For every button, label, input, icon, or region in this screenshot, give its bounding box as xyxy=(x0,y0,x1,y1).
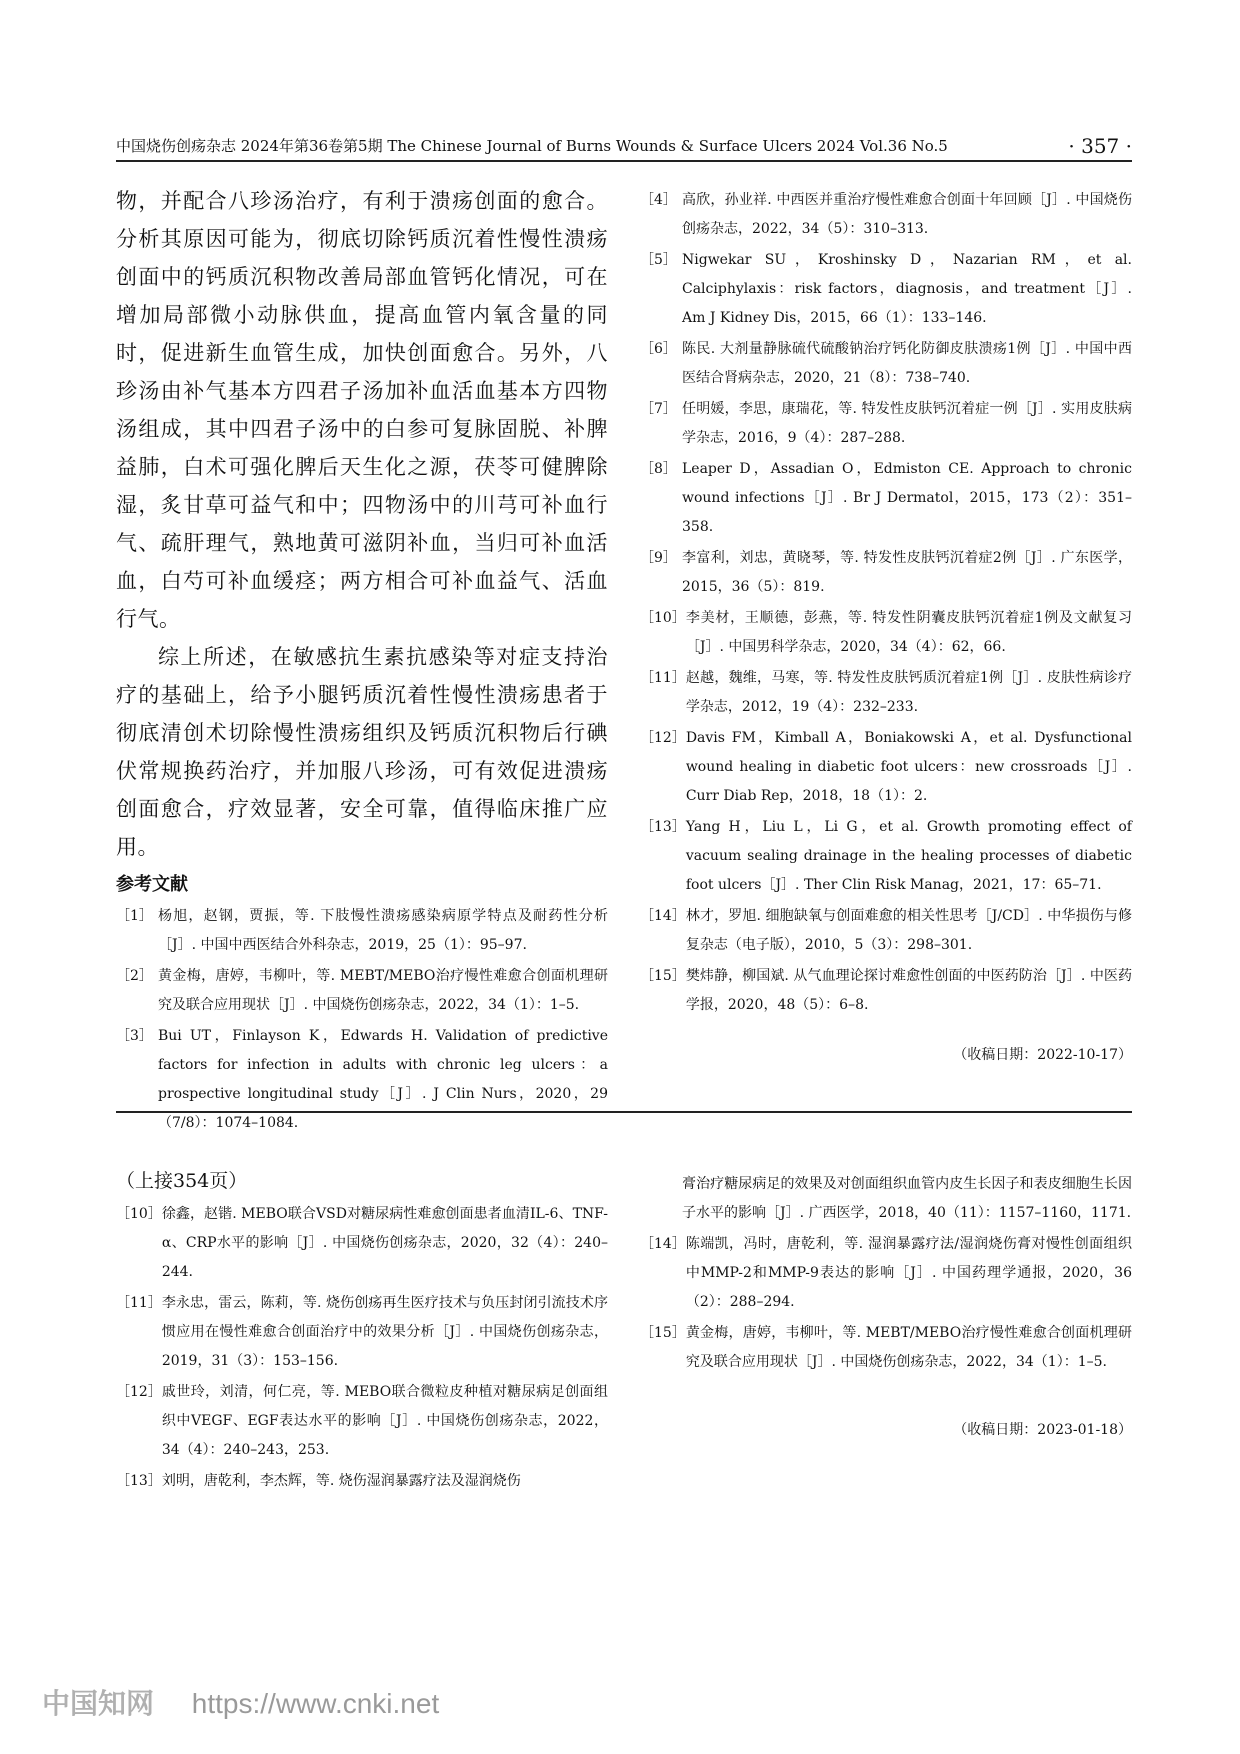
reference-number: ［4］ xyxy=(640,192,677,208)
reference-text: 膏治疗糖尿病足的效果及对创面组织血管内皮生长因子和表皮细胞生长因子水平的影响［J］. 广西医学，2018，40（11）：1157–1160，1171. xyxy=(682,1176,1132,1221)
reference-number: ［7］ xyxy=(640,401,677,417)
reference-number: ［1］ xyxy=(116,908,153,924)
reference-number: ［3］ xyxy=(116,1028,153,1044)
reference-text: 高欣，孙业祥. 中西医并重治疗慢性难愈合创面十年回顾［J］. 中国烧伤创疡杂志，2022，34（5）：310–313. xyxy=(682,192,1132,237)
reference-list xyxy=(116,902,608,1138)
reference-item xyxy=(640,544,1132,602)
received-date: （收稿日期：2023-01-18） xyxy=(953,1422,1132,1438)
reference-number: ［9］ xyxy=(640,550,677,566)
cnki-logo: 中国知网 xyxy=(42,1688,155,1719)
reference-text: Davis FM，Kimball A，Boniakowski A，et al. Dysfunctional wound healing in diabetic foot ulcers：new crossroads［J］. Curr Diab Rep，2018，18（1）：2. xyxy=(685,730,1132,804)
reference-number: ［10］ xyxy=(116,1206,162,1222)
reference-item xyxy=(116,1378,608,1465)
reference-text: 李永忠，雷云，陈莉，等. 烧伤创疡再生医疗技术与负压封闭引流技术序惯应用在慢性难愈合创面治疗中的效果分析［J］. 中国烧伤创疡杂志，2019，31（3）：153–156. xyxy=(161,1295,608,1369)
reference-number: ［15］ xyxy=(640,1325,686,1341)
reference-number: ［11］ xyxy=(116,1295,162,1311)
reference-number: ［15］ xyxy=(640,968,686,984)
reference-number: ［11］ xyxy=(640,670,686,686)
reference-text: 任明媛，李思，康瑞花，等. 特发性皮肤钙沉着症一例［J］. 实用皮肤病学杂志，2016，9（4）：287–288. xyxy=(682,401,1132,446)
reference-text: 赵越，魏维，马寒，等. 特发性皮肤钙质沉着症1例［J］. 皮肤性病诊疗学杂志，2012，19（4）：232–233. xyxy=(685,670,1132,715)
reference-item xyxy=(640,664,1132,722)
reference-number: ［5］ xyxy=(640,252,677,268)
reference-number: ［13］ xyxy=(116,1473,162,1489)
reference-item xyxy=(640,902,1132,960)
reference-item xyxy=(116,1289,608,1376)
reference-number: ［12］ xyxy=(640,730,686,746)
reference-number: ［2］ xyxy=(116,968,153,984)
reference-list xyxy=(116,1200,608,1496)
references-heading: 参考文献 xyxy=(116,874,188,895)
reference-text: 李富利，刘忠，黄晓琴，等. 特发性皮肤钙沉着症2例［J］. 广东医学，2015，36（5）：819. xyxy=(682,550,1132,595)
reference-item xyxy=(640,1319,1132,1377)
reference-continuation xyxy=(640,1170,1132,1228)
reference-text: 李美材，王顺德，彭燕，等. 特发性阴囊皮肤钙沉着症1例及文献复习［J］. 中国男科学杂志，2020，34（4）：62，66. xyxy=(685,610,1132,655)
reference-number: ［8］ xyxy=(640,461,677,477)
received-date: （收稿日期：2022-10-17） xyxy=(953,1047,1132,1063)
reference-number: ［13］ xyxy=(640,819,686,835)
reference-item xyxy=(640,962,1132,1020)
reference-number: ［6］ xyxy=(640,341,677,357)
reference-text: 徐鑫，赵锴. MEBO联合VSD对糖尿病性难愈创面患者血清IL-6、TNF-α、CRP水平的影响［J］. 中国烧伤创疡杂志，2020，32（4）：240–244. xyxy=(161,1206,608,1280)
journal-title: 中国烧伤创疡杂志 2024年第36卷第5期 The Chinese Journal of Burns Wounds & Surface Ulcers 2024 Vol.36 No.5 xyxy=(116,137,948,155)
reference-item xyxy=(116,902,608,960)
reference-text: 陈端凯，冯时，唐乾利，等. 湿润暴露疗法/湿润烧伤膏对慢性创面组织中MMP-2和MMP-9表达的影响［J］. 中国药理学通报，2020，36（2）：288–294. xyxy=(685,1236,1132,1310)
reference-item xyxy=(640,604,1132,662)
lower-left-column xyxy=(116,1166,608,1498)
page-number: · 357 · xyxy=(1068,134,1132,158)
reference-text: Yang H，Liu L，Li G，et al. Growth promoting effect of vacuum sealing drainage in the healing processes of diabetic foot ulcers［J］. Ther Clin Risk Manag，2021，17：65–71. xyxy=(685,819,1132,893)
reference-list xyxy=(640,186,1132,1020)
reference-text: 黄金梅，唐婷，韦柳叶，等. MEBT/MEBO治疗慢性难愈合创面机理研究及联合应用现状［J］. 中国烧伤创疡杂志，2022，34（1）：1–5. xyxy=(158,968,608,1013)
upper-left-column xyxy=(116,182,608,1140)
running-header xyxy=(116,132,1132,162)
reference-item xyxy=(116,1467,608,1496)
reference-text: 戚世玲，刘清，何仁亮，等. MEBO联合微粒皮种植对糖尿病足创面组织中VEGF、EGF表达水平的影响［J］. 中国烧伤创疡杂志，2022，34（4）：240–243，253. xyxy=(161,1384,608,1458)
reference-number: ［10］ xyxy=(640,610,686,626)
reference-item xyxy=(640,186,1132,244)
body-paragraph: 物，并配合八珍汤治疗，有利于溃疡创面的愈合。分析其原因可能为，彻底切除钙质沉着性慢性溃疡创面中的钙质沉积物改善局部血管钙化情况，可在增加局部微小动脉供血，提高血管内氧含量的同时，促进新生血管生成，加快创面愈合。另外，八珍汤由补气基本方四君子汤加补血活血基本方四物汤组成，其中四君子汤中的白参可复脉固脱、补脾益肺，白术可强化脾后天生化之源，茯苓可健脾除湿，炙甘草可益气和中；四物汤中的川芎可补血行气、疏肝理气，熟地黄可滋阴补血，当归可补血活血，白芍可补血缓痉；两方相合可补血益气、活血行气。 xyxy=(116,189,608,631)
body-paragraph: 综上所述，在敏感抗生素抗感染等对症支持治疗的基础上，给予小腿钙质沉着性慢性溃疡患者于彻底清创术切除慢性溃疡组织及钙质沉积物后行碘伏常规换药治疗，并加服八珍汤，可有效促进溃疡创面愈合，疗效显著，安全可靠，值得临床推广应用。 xyxy=(116,645,608,859)
cnki-url[interactable]: https://www.cnki.net xyxy=(191,1688,440,1719)
reference-text: Nigwekar SU，Kroshinsky D，Nazarian RM，et al. Calciphylaxis：risk factors，diagnosis，and treatment［J］. Am J Kidney Dis，2015，66（1）：133–146. xyxy=(682,252,1132,326)
reference-number: ［14］ xyxy=(640,1236,686,1252)
reference-item xyxy=(640,335,1132,393)
upper-right-column xyxy=(640,186,1132,1064)
reference-number: ［14］ xyxy=(640,908,686,924)
section-divider xyxy=(116,1111,1132,1113)
reference-text: 陈民. 大剂量静脉硫代硫酸钠治疗钙化防御皮肤溃疡1例［J］. 中国中西医结合肾病杂志，2020，21（8）：738–740. xyxy=(682,341,1132,386)
reference-item xyxy=(116,962,608,1020)
reference-text: 刘明，唐乾利，李杰辉，等. 烧伤湿润暴露疗法及湿润烧伤 xyxy=(161,1473,521,1489)
reference-item xyxy=(116,1200,608,1287)
reference-item xyxy=(640,813,1132,900)
reference-item xyxy=(640,1230,1132,1317)
cnki-watermark xyxy=(42,1682,439,1722)
reference-item xyxy=(640,724,1132,811)
reference-item xyxy=(640,455,1132,542)
reference-item xyxy=(116,1022,608,1138)
lower-right-column xyxy=(640,1170,1132,1439)
reference-item xyxy=(640,395,1132,453)
reference-text: Bui UT，Finlayson K，Edwards H. Validation of predictive factors for infection in adults with chronic leg ulcers：a prospective longitudinal study［J］. J Clin Nurs，2020，29（7/8）：1074–1084. xyxy=(158,1028,608,1131)
reference-text: 林才，罗旭. 细胞缺氧与创面难愈的相关性思考［J/CD］. 中华损伤与修复杂志（电子版），2010，5（3）：298–301. xyxy=(685,908,1132,953)
reference-text: Leaper D，Assadian O，Edmiston CE. Approach to chronic wound infections［J］. Br J Dermatol，2015，173（2）：351–358. xyxy=(682,461,1132,535)
reference-text: 杨旭，赵钢，贾振，等. 下肢慢性溃疡感染病原学特点及耐药性分析［J］. 中国中西医结合外科杂志，2019，25（1）：95–97. xyxy=(158,908,608,953)
reference-number: ［12］ xyxy=(116,1384,162,1400)
continued-from-note: （上接354页） xyxy=(116,1170,248,1192)
reference-list xyxy=(640,1230,1132,1377)
reference-item xyxy=(640,246,1132,333)
reference-text: 樊炜静，柳国斌. 从气血理论探讨难愈性创面的中医药防治［J］. 中医药学报，2020，48（5）：6–8. xyxy=(685,968,1132,1013)
reference-text: 黄金梅，唐婷，韦柳叶，等. MEBT/MEBO治疗慢性难愈合创面机理研究及联合应用现状［J］. 中国烧伤创疡杂志，2022，34（1）：1–5. xyxy=(685,1325,1132,1370)
